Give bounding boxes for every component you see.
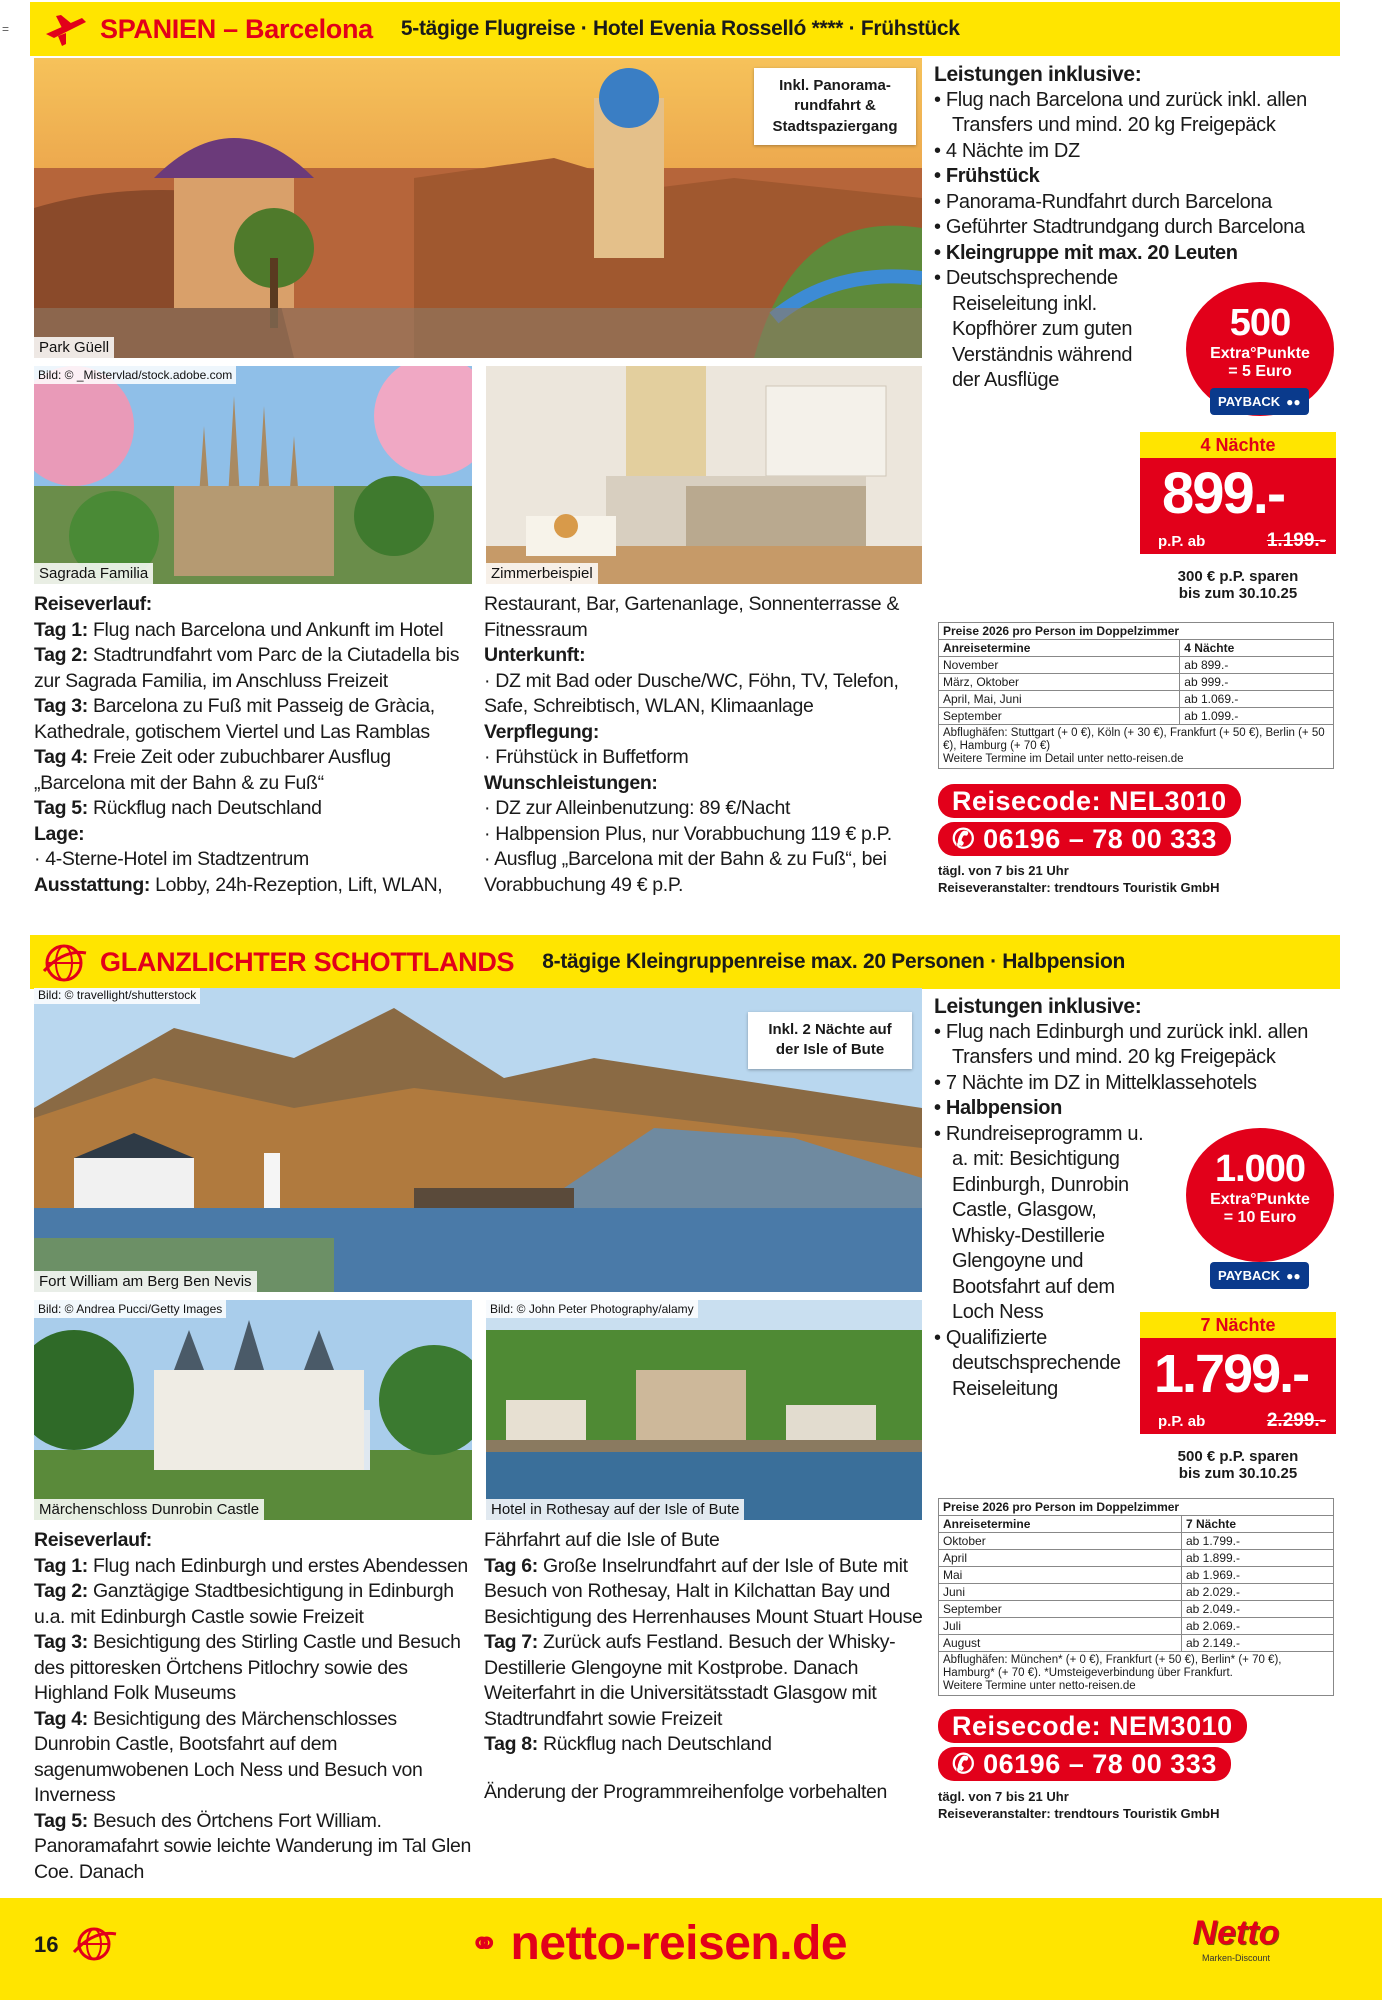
lage-text: · 4-Sterne-Hotel im Stadtzentrum: [34, 848, 309, 870]
veranstalter: Reiseveranstalter: trendtours Touristik GmbH: [938, 880, 1220, 895]
website-link[interactable]: [470, 1916, 847, 1971]
old-price: 1.199.-: [1266, 530, 1326, 551]
nights-label: 4 Nächte: [1140, 432, 1336, 458]
badge-line: Stadtspaziergang: [772, 117, 898, 135]
sagrada-familia-image: [34, 366, 472, 584]
section1-subtitle: 5-tägige Flugreise · Hotel Evenia Rosselló **** · Frühstück: [400, 17, 960, 40]
section1-destination: SPANIEN – Barcelona: [100, 13, 373, 44]
day-label: Tag 2:: [34, 1580, 88, 1602]
badge-line: rundfahrt &: [794, 97, 876, 115]
table-row: [939, 1635, 1334, 1652]
table-cell: Oktober: [939, 1533, 1182, 1550]
table-row: [939, 1550, 1334, 1567]
reisecode-badge: Reisecode: NEM3010: [938, 1709, 1247, 1743]
table-cell: August: [939, 1635, 1182, 1652]
table-cell: ab 1.069.-: [1180, 691, 1334, 708]
park-guell-caption: Park Güell: [34, 337, 114, 358]
table-row: [939, 1618, 1334, 1635]
dunrobin-image: [34, 1300, 472, 1520]
footer: [0, 1898, 1382, 2000]
section1-header: [30, 2, 1340, 56]
table-cell: ab 1.799.-: [1181, 1533, 1333, 1550]
table-title: Preise 2026 pro Person im Doppelzimmer: [939, 1499, 1334, 1516]
day-label: Tag 3:: [34, 695, 88, 717]
table-cell: März, Oktober: [939, 674, 1180, 691]
table-note: [939, 725, 1334, 769]
table-cell: ab 999.-: [1180, 674, 1334, 691]
hotel-room-image: [486, 366, 922, 584]
payback-dots-icon: ●●: [1286, 1268, 1301, 1283]
lage-title: Lage:: [34, 822, 85, 845]
day-text: Besichtigung des Märchenschlosses Dunrobin Castle, Bootsfahrt auf dem sagenumwobenen Loch Ness und Besuch von Inverness: [34, 1707, 423, 1806]
ausstattung-cont: Restaurant, Bar, Gartenanlage, Sonnenterrasse & Fitnessraum: [484, 593, 899, 641]
leistung-item: • Flug nach Edinburgh und zurück inkl. allen Transfers und mind. 20 kg Freigepäck: [934, 1020, 1334, 1071]
day-label: Tag 4:: [34, 746, 88, 768]
reisecode-badge: Reisecode: NEL3010: [938, 784, 1241, 818]
day-text: Besichtigung des Stirling Castle und Besuch des pittoresken Örtchens Pitlochry sowie des Highland Folk Museums: [34, 1631, 461, 1704]
day-text: Stadtrundfahrt vom Parc de la Ciutadella bis zur Sagrada Familia, im Anschluss Freizeit: [34, 644, 460, 692]
itinerary-day: [34, 643, 474, 694]
wunsch-item: · Ausflug „Barcelona mit der Bahn & zu Fuß“, bei Vorabbuchung 49 € p.P.: [484, 848, 887, 896]
leistungen-title: Leistungen inklusive:: [934, 63, 1142, 86]
netto-logo: [1176, 1914, 1296, 1963]
points-number: 500: [1229, 302, 1291, 344]
itinerary-day: [34, 796, 474, 822]
points-number: 1.000: [1214, 1148, 1306, 1190]
section2-itinerary-2: [484, 1528, 924, 1805]
leistung-item: • Panorama-Rundfahrt durch Barcelona: [934, 190, 1334, 216]
day-label: Tag 2:: [34, 644, 88, 666]
phone-number: 06196 – 78 00 333: [983, 1749, 1217, 1779]
itinerary-day: [34, 745, 474, 796]
brand-sub: Marken-Discount: [1201, 1953, 1271, 1963]
note-text: Abflughäfen: Stuttgart (+ 0 €), Köln (+ 30 €), Frankfurt (+ 50 €), Berlin (+ 50 €), Hamburg (+ 70 €): [943, 727, 1325, 752]
brand-name: Netto: [1176, 1914, 1296, 1953]
day-text: Rückflug nach Deutschland: [542, 1733, 772, 1755]
itinerary-intro: Fährfahrt auf die Isle of Bute: [484, 1529, 720, 1551]
unterkunft-text: · DZ mit Bad oder Dusche/WC, Föhn, TV, Telefon, Safe, Schreibtisch, WLAN, Klimaanlage: [484, 669, 899, 717]
payback-logo: [1210, 1262, 1309, 1289]
leistung-item: • 4 Nächte im DZ: [934, 139, 1334, 165]
day-text: Flug nach Barcelona und Ankunft im Hotel: [92, 618, 444, 641]
itinerary-days: [34, 618, 474, 822]
section2-header: [30, 935, 1340, 989]
section2-subtitle: 8-tägige Kleingruppenreise max. 20 Personen · Halbpension: [542, 950, 1126, 973]
table-row: [939, 1567, 1334, 1584]
table-cell: November: [939, 657, 1180, 674]
rothesay-photo: [486, 1300, 922, 1520]
rothesay-credit: Bild: © John Peter Photography/alamy: [486, 1300, 698, 1318]
day-text: Barcelona zu Fuß mit Passeig de Gràcia, Kathedrale, gotischem Viertel und Las Ramblas: [34, 695, 435, 743]
day-text: Ganztägige Stadtbesichtigung in Edinburgh u.a. mit Edinburgh Castle sowie Freizeit: [34, 1580, 454, 1628]
section1-pricebox: [1140, 432, 1336, 554]
payback-logo: [1210, 388, 1309, 415]
table-head: 7 Nächte: [1181, 1516, 1333, 1533]
wunsch-item: · DZ zur Alleinbenutzung: 89 €/Nacht: [484, 797, 791, 819]
payback-label: PAYBACK: [1218, 394, 1281, 409]
dunrobin-caption: Märchenschloss Dunrobin Castle: [34, 1499, 264, 1520]
leistung-item: • Geführter Stadtrundgang durch Barcelona: [934, 215, 1334, 241]
table-body: [939, 1533, 1334, 1652]
day-label: Tag 6:: [484, 1554, 538, 1577]
old-price: 2.299.-: [1266, 1410, 1326, 1431]
table-cell: September: [939, 708, 1180, 725]
table-title: Preise 2026 pro Person im Doppelzimmer: [939, 623, 1334, 640]
fort-william-credit: Bild: © travellight/shutterstock: [34, 988, 200, 1004]
day-label: Tag 5:: [34, 1809, 88, 1832]
table-cell: Juli: [939, 1618, 1182, 1635]
itinerary-day: [34, 1809, 474, 1886]
table-row: [939, 708, 1334, 725]
ausstattung-text: Lobby, 24h-Rezeption, Lift, WLAN,: [155, 873, 443, 896]
itinerary-heading: Reiseverlauf:: [34, 593, 152, 615]
section1-price-table: [938, 622, 1334, 769]
website-text: netto-reisen.de: [510, 1917, 848, 1970]
fort-william-caption: Fort William am Berg Ben Nevis: [34, 1271, 257, 1292]
day-text: Besuch des Örtchens Fort William. Panoramafahrt sowie leichte Wanderung im Tal Glen Coe. Danach: [34, 1809, 471, 1883]
note-text: Abflughäfen: München* (+ 0 €), Frankfurt (+ 50 €), Berlin* (+ 70 €), Hamburg* (+ 70 €). *Umsteigeverbindung über Frankfurt.: [943, 1654, 1282, 1679]
itinerary-days: [34, 1554, 474, 1886]
phone-number: 06196 – 78 00 333: [983, 824, 1217, 854]
globe-icon: [72, 1922, 118, 1964]
day-text: Rückflug nach Deutschland: [92, 797, 322, 819]
leistung-item: • 7 Nächte im DZ in Mittelklassehotels: [934, 1071, 1334, 1097]
price-footer: [1140, 1408, 1336, 1434]
verpflegung-title: Verpflegung:: [484, 720, 599, 743]
points-label: Extra°Punkte: [1210, 345, 1310, 362]
scooter-icon: ⚭: [470, 1924, 499, 1963]
day-label: Tag 1:: [34, 618, 88, 641]
badge-line: Inkl. Panorama-: [779, 77, 891, 94]
section1-hotel-details: [484, 592, 924, 898]
itinerary-day: [34, 1630, 474, 1707]
table-cell: Juni: [939, 1584, 1182, 1601]
rothesay-image: [486, 1300, 922, 1520]
section1-itinerary: [34, 592, 474, 898]
leistung-item: • Rundreiseprogramm u. a. mit: Besichtigung Edinburgh, Dunrobin Castle, Glasgow, Whisky-Destillerie Glengoyne und Bootsfahrt auf dem Loch Ness: [934, 1122, 1156, 1326]
price: 1.799.-: [1140, 1338, 1336, 1408]
table-body: [939, 657, 1334, 725]
itinerary-day: [484, 1554, 924, 1631]
table-row: [939, 657, 1334, 674]
table-cell: ab 1.969.-: [1181, 1567, 1333, 1584]
badge-line: Inkl. 2 Nächte auf: [768, 1021, 892, 1038]
itinerary-day: [34, 694, 474, 745]
hotel-room-photo: [486, 366, 922, 584]
leistung-item: • Halbpension: [934, 1096, 1334, 1122]
day-label: Tag 4:: [34, 1707, 88, 1730]
hours: tägl. von 7 bis 21 Uhr: [938, 863, 1069, 878]
day-text: Große Inselrundfahrt auf der Isle of Bute mit Besuch von Rothesay, Halt in Kilchattan Bay und Besichtigung des Herrenhauses Mount Stuart House: [484, 1554, 923, 1628]
save-line: bis zum 30.10.25: [1178, 585, 1298, 602]
table-cell: September: [939, 1601, 1182, 1618]
day-text: Freie Zeit oder zubuchbarer Ausflug „Barcelona mit der Bahn & zu Fuß“: [34, 746, 391, 794]
badge-line: der Isle of Bute: [775, 1041, 885, 1059]
table-cell: Mai: [939, 1567, 1182, 1584]
pp-label: p.P. ab: [1158, 1412, 1206, 1430]
leistung-item: • Qualifizierte deutschsprechende Reiseleitung: [934, 1326, 1156, 1403]
table-note: [939, 1652, 1334, 1696]
sagrada-credit: Bild: © _Mistervlad/stock.adobe.com: [34, 366, 236, 384]
table-cell: ab 2.069.-: [1181, 1618, 1333, 1635]
day-label: Tag 3:: [34, 1631, 88, 1653]
page-marker: =: [2, 22, 10, 36]
day-label: Tag 7:: [484, 1631, 538, 1653]
table-row: [939, 691, 1334, 708]
save-line: bis zum 30.10.25: [1178, 1465, 1298, 1482]
panorama-badge: [754, 68, 916, 145]
sagrada-familia-photo: [34, 366, 472, 584]
ausstattung-title: Ausstattung:: [34, 873, 151, 896]
globe-icon: [42, 941, 88, 983]
wunsch-title: Wunschleistungen:: [484, 771, 658, 794]
day-label: Tag 5:: [34, 797, 88, 819]
table-cell: ab 1.099.-: [1180, 708, 1334, 725]
fort-william-photo: [34, 988, 922, 1292]
section2-itinerary-1: [34, 1528, 474, 1885]
itinerary-day: [484, 1732, 924, 1758]
leistung-item: • Flug nach Barcelona und zurück inkl. allen Transfers und mind. 20 kg Freigepäck: [934, 88, 1334, 139]
veranstalter: Reiseveranstalter: trendtours Touristik GmbH: [938, 1806, 1220, 1821]
hours: tägl. von 7 bis 21 Uhr: [938, 1789, 1069, 1804]
table-cell: ab 899.-: [1180, 657, 1334, 674]
table-cell: ab 2.149.-: [1181, 1635, 1333, 1652]
itinerary-days: [484, 1554, 924, 1758]
section2-destination: GLANZLICHTER SCHOTTLANDS: [100, 946, 515, 977]
table-cell: April, Mai, Juni: [939, 691, 1180, 708]
itinerary-day: [34, 1579, 474, 1630]
dunrobin-photo: [34, 1300, 472, 1520]
table-cell: ab 2.029.-: [1181, 1584, 1333, 1601]
table-head: Anreisetermine: [939, 640, 1180, 657]
wunsch-item: · Halbpension Plus, nur Vorabbuchung 119 € p.P.: [484, 822, 892, 845]
note-text: Weitere Termine unter netto-reisen.de: [943, 1680, 1136, 1692]
park-guell-photo: [34, 58, 922, 358]
table-head: Anreisetermine: [939, 1516, 1182, 1533]
save-note: [1140, 568, 1336, 602]
itinerary-day: [34, 618, 474, 644]
day-label: Tag 1:: [34, 1554, 88, 1577]
table-row: [939, 1533, 1334, 1550]
phone-badge[interactable]: ✆ 06196 – 78 00 333: [938, 1747, 1231, 1781]
pp-label: p.P. ab: [1158, 532, 1206, 550]
price-footer: [1140, 528, 1336, 554]
itinerary-note: Änderung der Programmreihenfolge vorbehalten: [484, 1780, 888, 1803]
itinerary-day: [34, 1707, 474, 1809]
leistung-item: • Kleingruppe mit max. 20 Leuten: [934, 241, 1334, 267]
leistungen-title: Leistungen inklusive:: [934, 995, 1142, 1018]
unterkunft-title: Unterkunft:: [484, 644, 586, 666]
isle-of-bute-badge: [748, 1012, 912, 1069]
table-row: [939, 674, 1334, 691]
itinerary-day: [484, 1630, 924, 1732]
points-value: = 10 Euro: [1223, 1209, 1297, 1226]
day-text: Flug nach Edinburgh und erstes Abendessen: [92, 1554, 468, 1577]
table-cell: April: [939, 1550, 1182, 1567]
airplane-icon: [42, 8, 88, 50]
hotel-room-caption: Zimmerbeispiel: [486, 563, 598, 584]
leistung-item: • Frühstück: [934, 164, 1334, 190]
nights-label: 7 Nächte: [1140, 1312, 1336, 1338]
section2-pricebox: [1140, 1312, 1336, 1434]
save-line: 300 € p.P. sparen: [1177, 568, 1299, 585]
leistung-item: • Deutschsprechende Reiseleitung inkl. Kopfhörer zum guten Verständnis während der Ausflüge: [934, 266, 1134, 394]
table-cell: ab 1.899.-: [1181, 1550, 1333, 1567]
rothesay-caption: Hotel in Rothesay auf der Isle of Bute: [486, 1499, 744, 1520]
table-row: [939, 1584, 1334, 1601]
verpflegung-text: · Frühstück in Buffetform: [484, 746, 689, 768]
day-text: Zurück aufs Festland. Besuch der Whisky-Destillerie Glengoyne mit Kostprobe. Danach Weiterfahrt in die Universitätsstadt Glasgow mit Stadtrundfahrt sowie Freizeit: [484, 1631, 896, 1730]
points-label: Extra°Punkte: [1210, 1191, 1310, 1208]
note-text: Weitere Termine im Detail unter netto-reisen.de: [943, 753, 1184, 765]
table-cell: ab 2.049.-: [1181, 1601, 1333, 1618]
save-note: [1140, 1448, 1336, 1482]
phone-badge[interactable]: ✆ 06196 – 78 00 333: [938, 822, 1231, 856]
table-head: 4 Nächte: [1180, 640, 1334, 657]
payback-dots-icon: ●●: [1286, 394, 1301, 409]
itinerary-heading: Reiseverlauf:: [34, 1529, 152, 1551]
points-value: = 5 Euro: [1228, 363, 1292, 380]
page-number: 16: [34, 1932, 59, 1957]
day-label: Tag 8:: [484, 1733, 538, 1755]
payback-points-badge: [1186, 1128, 1334, 1262]
dunrobin-credit: Bild: © Andrea Pucci/Getty Images: [34, 1300, 226, 1318]
section2-price-table: [938, 1498, 1334, 1696]
table-row: [939, 1601, 1334, 1618]
save-line: 500 € p.P. sparen: [1177, 1448, 1299, 1465]
itinerary-day: [34, 1554, 474, 1580]
sagrada-caption: Sagrada Familia: [34, 563, 153, 584]
payback-label: PAYBACK: [1218, 1268, 1281, 1283]
price: 899.-: [1140, 458, 1336, 528]
